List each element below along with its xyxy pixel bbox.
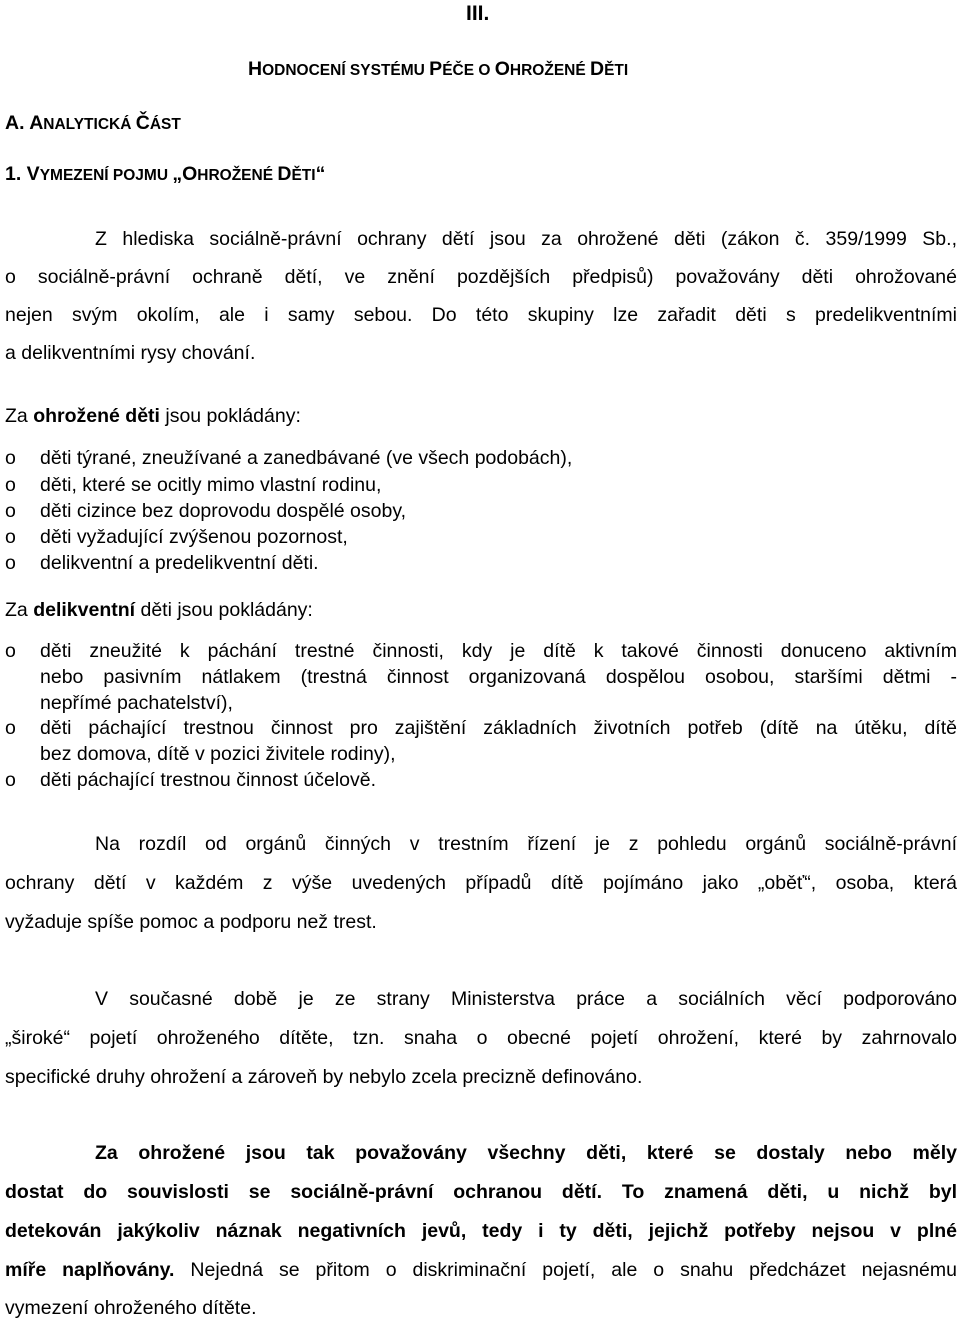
paragraph-line: nejen svým okolím, ale i samy sebou. Do této skupiny lze zařadit děti s predelikventními — [5, 304, 957, 326]
list-item: děti cizince bez doprovodu dospělé osoby, — [40, 500, 407, 522]
list-item-line: nepřímé pachatelství), — [40, 692, 233, 714]
list-item-line: bez domova, dítě v pozici živitele rodiny), — [40, 743, 396, 765]
bullet-marker: o — [5, 552, 16, 574]
section-heading-a: A. ANALYTICKÁ ČÁST — [5, 112, 181, 134]
chapter-number: III. — [466, 2, 490, 25]
bullet-marker: o — [5, 640, 16, 662]
bullet-marker: o — [5, 769, 16, 791]
paragraph-line: a delikventními rysy chování. — [5, 342, 256, 364]
list-item: děti vyžadující zvýšenou pozornost, — [40, 526, 348, 548]
list-item: delikventní a predelikventní děti. — [40, 552, 319, 574]
paragraph-line: Za ohrožené jsou tak považovány všechny děti, které se dostaly nebo měly — [95, 1142, 957, 1164]
paragraph-line: V současné době je ze strany Ministerstva práce a sociálních věcí podporováno — [95, 988, 957, 1010]
bullet-marker: o — [5, 717, 16, 739]
list-item: děti, které se ocitly mimo vlastní rodinu, — [40, 474, 382, 496]
bullet-marker: o — [5, 447, 16, 469]
paragraph-line: vymezení ohroženého dítěte. — [5, 1297, 257, 1319]
list-item-line: děti zneužité k páchání trestné činnosti, kdy je dítě k takové činnosti donuceno aktivním — [40, 640, 957, 662]
paragraph-line: o sociálně-právní ochraně dětí, ve znění pozdějších předpisů) považovány děti ohrožované — [5, 266, 957, 288]
list-intro-delikventni: Za delikventní děti jsou pokládány: — [5, 599, 313, 621]
bullet-marker: o — [5, 474, 16, 496]
paragraph-line: „široké“ pojetí ohroženého dítěte, tzn. snaha o obecné pojetí ohrožení, které by zahrnovalo — [5, 1027, 957, 1049]
list-item-line: nebo pasivním nátlakem (trestná činnost organizovaná dospělou osobou, staršími dětmi - — [40, 666, 957, 688]
list-item: děti týrané, zneužívané a zanedbávané (ve všech podobách), — [40, 447, 573, 469]
paragraph-line: Na rozdíl od orgánů činných v trestním řízení je z pohledu orgánů sociálně-právní — [95, 833, 957, 855]
section-heading-1: 1. VYMEZENÍ POJMU „OHROŽENÉ DĚTI“ — [5, 163, 326, 185]
paragraph-line: vyžaduje spíše pomoc a podporu než trest. — [5, 911, 377, 933]
list-item-line: děti páchající trestnou činnost účelově. — [40, 769, 377, 791]
paragraph-line: míře naplňovány. Nejedná se přitom o diskriminační pojetí, ale o snahu předcházet nejasnému — [5, 1259, 957, 1281]
paragraph-line: Z hlediska sociálně-právní ochrany dětí jsou za ohrožené děti (zákon č. 359/1999 Sb., — [95, 228, 957, 250]
paragraph-line: ochrany dětí v každém z výše uvedených případů dítě pojímáno jako „oběť“, osoba, která — [5, 872, 957, 894]
list-intro-ohrozene: Za ohrožené děti jsou pokládány: — [5, 405, 301, 427]
paragraph-line: specifické druhy ohrožení a zároveň by nebylo zcela precizně definováno. — [5, 1066, 643, 1088]
paragraph-line: dostat do souvislosti se sociálně-právní ochranou dětí. To znamená děti, u nichž byl — [5, 1181, 957, 1203]
bullet-marker: o — [5, 500, 16, 522]
chapter-title: HODNOCENÍ SYSTÉMU PÉČE O OHROŽENÉ DĚTI — [248, 58, 629, 80]
list-item-line: děti páchající trestnou činnost pro zajištění základních životních potřeb (dítě na útěku, dítě — [40, 717, 957, 739]
paragraph-line: detekován jakýkoliv náznak negativních jevů, tedy i ty děti, jejichž potřeby nejsou v plné — [5, 1220, 957, 1242]
bullet-marker: o — [5, 526, 16, 548]
